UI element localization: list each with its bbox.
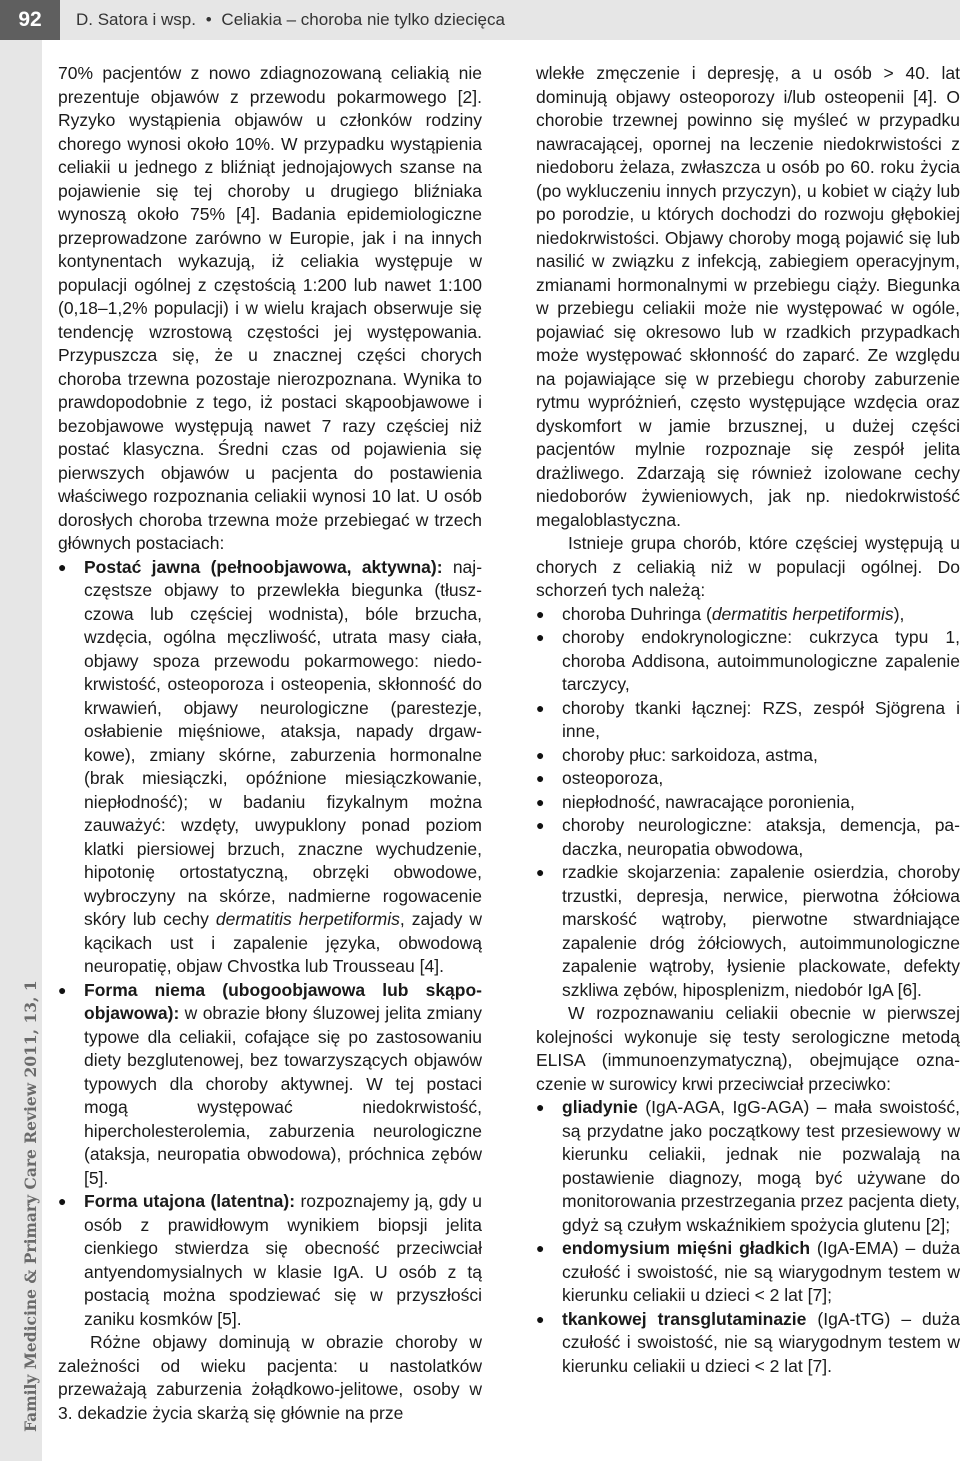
item-text: ), — [893, 603, 905, 624]
item-text: choroby płuc: sarkoidoza, astma, — [562, 744, 818, 765]
diseases-list — [536, 603, 960, 1003]
term: tkankowej transglutaminazie — [562, 1308, 807, 1329]
item-text: najczęstsze objawy to przewlekła biegunka (tłuszczowa lub częściej wodnista), bóle brzucha, wzdęcia, ogólna męczliwość, utrata masy ciała, objawy spoza przewodu pokarmowego: niedokrwistość, osteoporoza i osteopenia, skłonność do krwawień, objawy neurologiczne (parestezje, osłabienie mięśniowe, ataksja, napady drgawkowe), zmiany skórne, zaburzenia hormonalne (brak miesiączki, opóźnione miesiączkowanie, niepłodność); w badaniu fizykalnym można zauważyć: wzdęty, uwypuklony ponad poziom klatki piersiowej brzuch, znaczne wychudzenie, hipotonię ortostatyczną, obrzęki obwodowe, wybroczyny na skórze, nadmierne rogowacenie skóry lub cechy — [84, 556, 483, 929]
paragraph: Istnieje grupa chorób, które częściej występują u chorych z celiakią niż w populacji ogólnej. Do schorzeń tych należą: — [536, 533, 960, 600]
list-item — [58, 1190, 482, 1331]
paragraph: wlekłe zmęczenie i depresję, a u osób > 40. lat dominują objawy osteoporozy i/lub osteopenii [4]. O chorobie trzewnej powinno się myśleć w przypadku nawracającej, opornej na leczenie niedokrwistości z niedoboru żelaza, zwłaszcza u osób po 60. roku życia (po wykluczeniu innych przyczyn), u kobiet w ciąży lub po porodzie, u których dochodzi do rozwoju głębokiej niedokrwistości. Objawy choroby mogą pojawić się lub nasilić w związku z infekcją, zabiegiem operacyjnym, zmianami hormonalnymi w przebiegu ciąży. Biegunka w przebiegu celiakii może nie występować w ogóle, pojawiać się okresowo lub w rzadkich przypadkach może występować skłonność do zaparć. Ze względu na pojawiające się w przebiegu choroby zaburzenie rytmu wypróżnień, często występujące wzdęcia oraz dyskomfort w jamie brzusznej, u dużej części pacjentów mylnie rozpoznaje się zespół jelita drażliwego. Zdarzają się również izolowane cechy niedoborów żywieniowych, jak np. niedokrwistość megaloblastyczna. — [536, 63, 960, 530]
item-text: rzadkie skojarzenia: zapalenie osierdzia, choroby trzustki, depresja, nerwice, pierwotna żółciowa marskość wątroby, pierwotne stwardniające zapalenie dróg żółciowych, autoimmunologiczne zapalenie wątroby, łysienie plackowate, defekty szkliwa zębów, hiposplenizm, niedobór IgA [6]. — [562, 862, 960, 1000]
term: endomysium mięśni gładkich — [562, 1238, 811, 1258]
item-text: , zajady w kącikach ust i zapalenie języka, obwodową neuropatię, objaw Chvostka lub Trousseau [4]. — [84, 909, 482, 976]
list-item — [58, 556, 482, 979]
paragraph: Różne objawy dominują w obrazie choroby w zależności od wieku pacjenta: u nastolatków przeważają zaburzenia żołądkowo-jelitowe, osoby w 3. dekadzie życia skarżą się głównie na prze — [58, 1332, 482, 1423]
item-italic: dermatitis herpetiformis — [711, 603, 894, 624]
forms-list — [58, 556, 482, 1332]
item-italic: dermatitis herpetiformis — [215, 909, 400, 929]
item-text: choroby endokrynologiczne: cukrzyca typu 1, choroba Addisona, autoimmunologiczne zapalenie tarczycy, — [562, 627, 960, 694]
item-text: rozpoznajemy ją, gdy u osób z prawidłowym wynikiem biopsji jelita cienkiego stwierdza się obecność przeciwciał antyendomysialnych w klasie IgA. U osób z tą postacią można spodziewać się w przyszłości zaniku kosmków [5]. — [84, 1191, 482, 1329]
list-item — [536, 791, 960, 815]
list-item — [536, 1237, 960, 1308]
page-number: 92 — [0, 0, 60, 40]
left-column — [58, 62, 482, 1425]
term: Postać jawna (pełnoobjawowa, aktywna): — [84, 556, 443, 577]
running-head-authors: D. Satora i wsp. — [76, 10, 196, 29]
antibodies-list — [536, 1096, 960, 1378]
list-item — [536, 861, 960, 1002]
right-column — [536, 62, 960, 1378]
term: Forma utajona (latentna): — [84, 1191, 296, 1211]
list-item — [536, 814, 960, 861]
list-item — [536, 1308, 960, 1379]
running-head — [76, 10, 505, 30]
running-head-title: Celiakia – choroba nie tylko dziecięca — [221, 10, 505, 29]
item-text: (IgA-tTG) – duża czułość i swoistość, nie są wiarygodnym testem w kierunku celiakii u dzieci < 2 lat [7]. — [562, 1308, 960, 1376]
list-item — [536, 697, 960, 744]
list-item — [58, 979, 482, 1191]
list-item — [536, 626, 960, 697]
item-text: choroby tkanki łącznej: RZS, zespół Sjögrena i inne, — [562, 697, 960, 741]
item-text: choroby neurologiczne: ataksja, demencja, padaczka, neuropatia obwodowa, — [562, 815, 960, 859]
list-item — [536, 744, 960, 768]
paragraph: 70% pacjentów z nowo zdiagnozowaną celiakią nie prezentuje objawów z przewodu pokarmowego [2]. Ryzyko wystąpienia objawów u członków rodziny chorego wynosi około 10%. W przypadku wystąpienia celiakii u jednego z bliźniąt jednojajowych szanse na pojawienie się tej choroby u drugiego bliźniaka wynoszą około 75% [4]. Badania epidemiologiczne przeprowadzone zarówno w Europie, jak i na innych kontynentach wykazują, iż celiakia występuje w populacji ogólnej z częstością 1:200 lub nawet 1:100 (0,18–1,2% populacji) i w wielu krajach obserwuje się tendencję wzrostową częstości jej występowania. Przypuszcza się, że u znacznej części chorych choroba trzewna pozostaje nierozpoznana. Wynika to prawdopodobnie z tego, iż postaci skąpoobjawowe i bezobjawowe występują nawet 7 razy częściej niż postać klasyczna. Średni czas od pojawienia się pierwszych objawów u pacjenta do postawienia właściwego rozpoznania celiakii wynosi 10 lat. U osób dorosłych choroba trzewna może przebiegać w trzech głównych postaciach: — [58, 63, 482, 553]
journal-side-label: Family Medicine & Primary Care Review 2011, 13, 1 — [21, 980, 40, 1432]
list-item — [536, 603, 960, 627]
list-item — [536, 1096, 960, 1237]
paragraph: W rozpoznawaniu celiakii obecnie w pierwszej kolejności wykonuje się testy serologiczne metodą ELISA (immunoenzymatyczną), obejmujące oznaczenie w surowicy krwi przeciwciał przeciwko: — [536, 1003, 960, 1094]
term: gliadynie — [562, 1097, 638, 1117]
item-text: (IgA-EMA) – duża czułość i swoistość, nie są wiarygodnym testem w kierunku celiakii u dzieci < 2 lat [7]; — [562, 1238, 960, 1305]
bullet-separator: • — [205, 10, 212, 29]
item-text: w obrazie błony śluzowej jelita zmiany typowe dla celiakii, cofające się po zastosowaniu diety bezglutenowej, bez towarzyszących objawów typowych dla choroby aktywnej. W tej postaci mogą występować niedokrwistość, hipercholesterolemia, zaburzenia neurologiczne (ataksja, neuropatia obwodowa), próchnica zębów [5]. — [84, 1003, 482, 1188]
item-text: osteoporoza, — [562, 768, 664, 788]
item-text: choroba Duhringa ( — [562, 603, 712, 624]
list-item — [536, 767, 960, 791]
item-text: (IgA-AGA, IgG-AGA) – mała swoistość, są przydatne jako początkowy test przesiewowy w kierunku celiakii, jednak nie pozwalają na postawienie diagnozy, mogą być używane do monitorowania przestrzegania przez pacjenta diety, gdyż są czułym wskaźnikiem spożycia glutenu [2]; — [562, 1097, 960, 1235]
term: Forma niema (ubogoobjawowa lub skąpoobjawowa): — [84, 979, 482, 1023]
item-text: niepłodność, nawracające poronienia, — [562, 791, 855, 812]
